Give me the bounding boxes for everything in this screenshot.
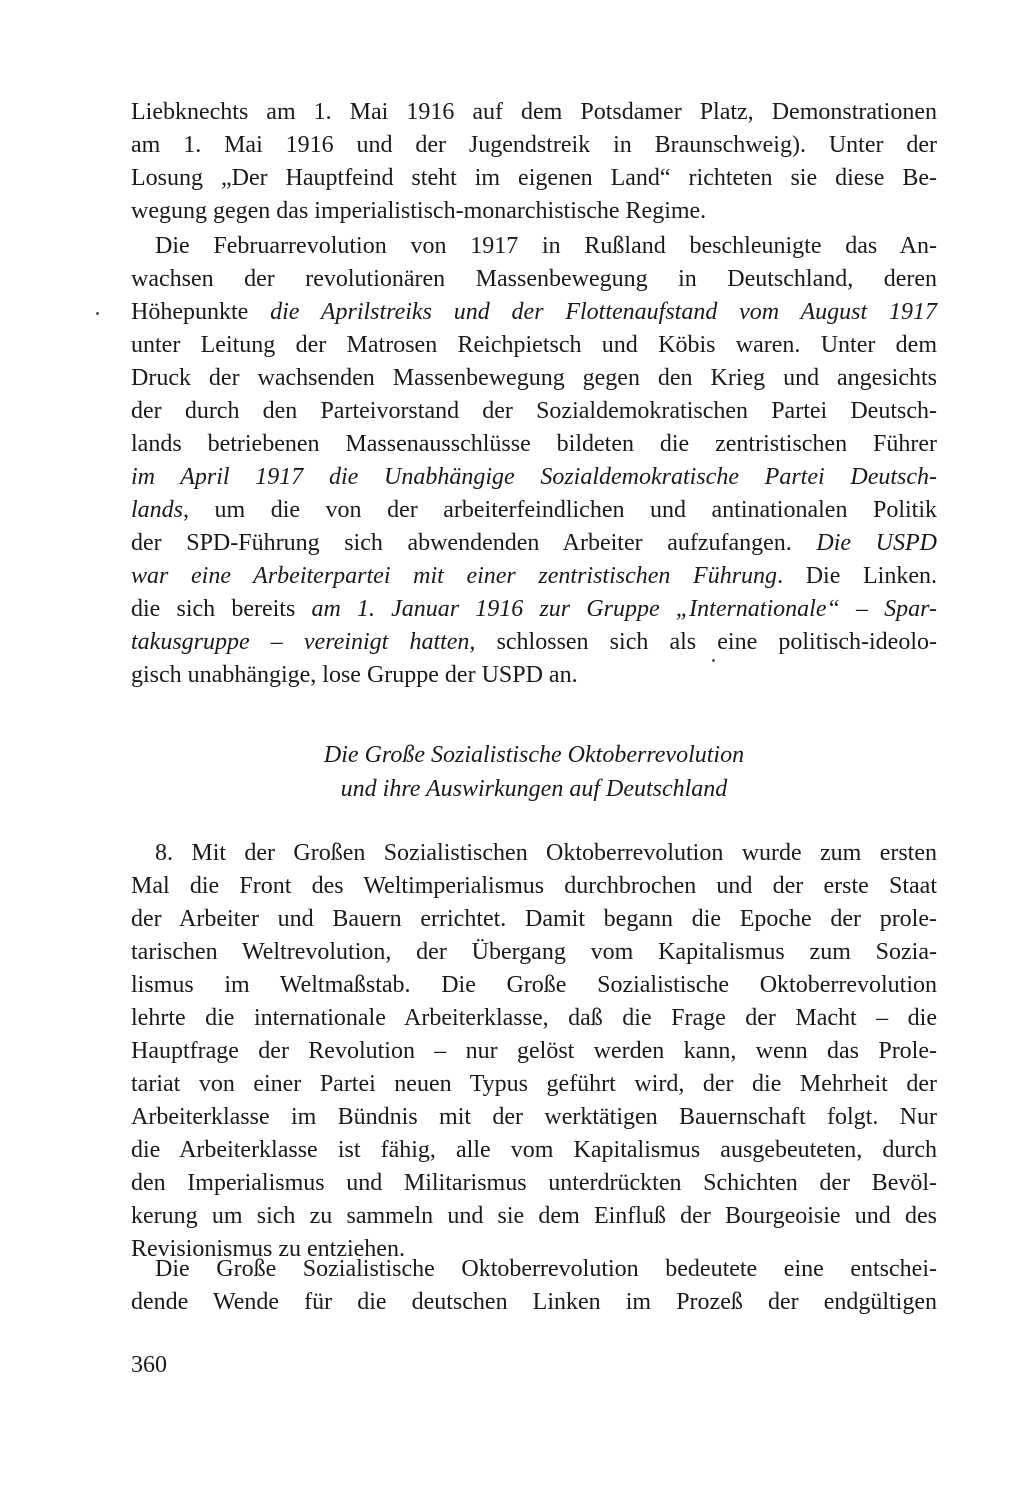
heading-line: und ihre Auswirkungen auf Deutschland — [340, 776, 728, 802]
italic-run: takusgruppe – vereinigt hatten, — [131, 629, 476, 655]
text-line: Mal die Front des Weltimperialismus durchbrochen und der erste Staat — [131, 873, 937, 899]
text-line — [131, 593, 937, 626]
italic-run: war eine Arbeiterpartei mit einer zentristischen Führung — [131, 563, 778, 589]
text-line: am 1. Mai 1916 und der Jugendstreik in Braunschweig). Unter der — [131, 132, 937, 158]
text-line: lismus im Weltmaßstab. Die Große Sozialistische Oktoberrevolution — [131, 972, 937, 998]
text-line: wachsen der revolutionären Massenbewegung in Deutschland, deren — [131, 266, 937, 292]
italic-run: am 1. Januar 1916 zur Gruppe „Internationale“ – Spar- — [311, 596, 938, 622]
text-line: Hauptfrage der Revolution – nur gelöst werden kann, wenn das Prole- — [131, 1038, 937, 1064]
text-line — [131, 494, 937, 527]
text-line — [131, 626, 937, 659]
text-line: Die Große Sozialistische Oktoberrevolution bedeutete eine entschei- — [155, 1256, 937, 1282]
text-line: tarischen Weltrevolution, der Übergang vom Kapitalismus zum Sozia- — [131, 939, 937, 965]
text-line — [131, 560, 937, 593]
text-run: der SPD-Führung sich abwendenden Arbeiter aufzufangen. — [131, 530, 817, 556]
text-line — [131, 527, 937, 560]
scan-speck — [96, 312, 99, 315]
section-heading — [131, 738, 937, 806]
text-line — [131, 296, 937, 329]
text-line: der Arbeiter und Bauern errichtet. Damit begann die Epoche der prole- — [131, 906, 937, 932]
text-line: unter Leitung der Matrosen Reichpietsch und Köbis waren. Unter dem — [131, 332, 937, 358]
text-line: im April 1917 die Unabhängige Sozialdemokratische Partei Deutsch- — [131, 464, 937, 490]
text-run: . Die Linken. — [777, 563, 937, 589]
text-line: kerung um sich zu sammeln und sie dem Einfluß der Bourgeoisie und des — [131, 1203, 937, 1229]
paragraph-4 — [131, 1253, 937, 1319]
paragraph-3 — [131, 837, 937, 1266]
paragraph-2 — [131, 230, 937, 692]
text-line: dende Wende für die deutschen Linken im Prozeß der endgültigen — [131, 1289, 937, 1315]
italic-run: die Aprilstreiks und der Flottenaufstand vom August 1917 — [270, 299, 937, 325]
text-run: , um die von der arbeiterfeindlichen und antinationalen Politik — [183, 497, 937, 523]
scan-speck — [712, 659, 715, 662]
text-line: gisch unabhängige, lose Gruppe der USPD an. — [131, 662, 578, 688]
text-line: tariat von einer Partei neuen Typus geführt wird, der die Mehrheit der — [131, 1071, 937, 1097]
paragraph-1 — [131, 96, 937, 228]
text-run: schlossen sich als eine politisch-ideolo- — [475, 629, 937, 655]
page-number: 360 — [131, 1352, 167, 1378]
text-line: die Arbeiterklasse ist fähig, alle vom Kapitalismus ausgebeuteten, durch — [131, 1137, 937, 1163]
text-line: Arbeiterklasse im Bündnis mit der werktätigen Bauernschaft folgt. Nur — [131, 1104, 937, 1130]
text-line: Revisionismus zu entziehen. — [131, 1236, 405, 1262]
text-line: wegung gegen das imperialistisch-monarchistische Regime. — [131, 198, 707, 224]
text-line: der durch den Parteivorstand der Sozialdemokratischen Partei Deutsch- — [131, 398, 937, 424]
text-run: Höhepunkte — [131, 299, 271, 325]
text-line: Druck der wachsenden Massenbewegung gegen den Krieg und angesichts — [131, 365, 937, 391]
italic-run: Die USPD — [816, 530, 937, 556]
heading-line: Die Große Sozialistische Oktoberrevolution — [323, 742, 745, 768]
text-line: 8. Mit der Großen Sozialistischen Oktoberrevolution wurde zum ersten — [155, 840, 937, 866]
italic-run: lands — [131, 497, 184, 523]
text-line: den Imperialismus und Militarismus unterdrückten Schichten der Bevöl- — [131, 1170, 937, 1196]
text-run: die sich bereits — [131, 596, 312, 622]
text-line: lands betriebenen Massenausschlüsse bildeten die zentristischen Führer — [131, 431, 937, 457]
text-line: lehrte die internationale Arbeiterklasse, daß die Frage der Macht – die — [131, 1005, 937, 1031]
text-line: Die Februarrevolution von 1917 in Rußland beschleunigte das An- — [155, 233, 937, 259]
text-line: Liebknechts am 1. Mai 1916 auf dem Potsdamer Platz, Demonstrationen — [131, 99, 937, 125]
text-line: Losung „Der Hauptfeind steht im eigenen Land“ richteten sie diese Be- — [131, 165, 937, 191]
